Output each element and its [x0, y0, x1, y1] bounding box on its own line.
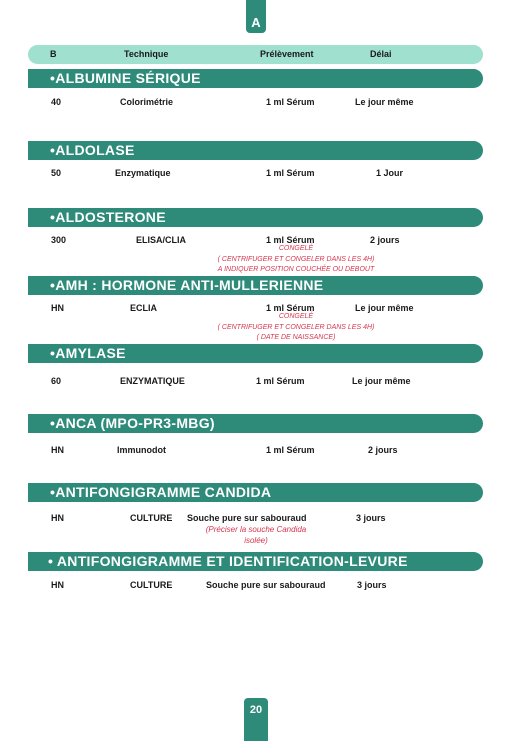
page-number: 20: [244, 698, 268, 741]
row-b: 40: [51, 97, 62, 107]
section-header: [28, 552, 483, 571]
note-line: isolée): [244, 536, 268, 545]
row-delai: 3 jours: [356, 513, 386, 523]
row-technique: CULTURE: [130, 580, 173, 590]
section-header: [28, 208, 483, 227]
section-header: [28, 276, 483, 295]
row-b: HN: [51, 513, 64, 523]
row-delai: Le jour même: [352, 376, 411, 386]
row-technique: Enzymatique: [115, 168, 171, 178]
row-b: HN: [51, 303, 64, 313]
row-prelevement: 1 ml Sérum: [266, 303, 315, 313]
section-title: •ANCA (MPO-PR3-MBG): [50, 415, 215, 431]
row-b: HN: [51, 580, 64, 590]
row-prelevement: Souche pure sur sabouraud: [206, 580, 326, 590]
row-prelevement: Souche pure sur sabouraud: [187, 513, 307, 523]
row-delai: 1 Jour: [376, 168, 404, 178]
letter-tab: A: [246, 0, 266, 33]
section-title: •ALBUMINE SÉRIQUE: [50, 70, 201, 86]
column-technique: Technique: [124, 49, 169, 59]
row-prelevement: 1 ml Sérum: [266, 168, 315, 178]
section-title: • ANTIFONGIGRAMME ET IDENTIFICATION-LEVURE: [48, 553, 408, 569]
column-header-row: [28, 45, 483, 64]
row-delai: 3 jours: [357, 580, 387, 590]
row-prelevement: 1 ml Sérum: [266, 235, 315, 245]
section-header: [28, 141, 483, 160]
section-title: •AMYLASE: [50, 345, 126, 361]
row-delai: 2 jours: [370, 235, 400, 245]
note-line: ( DATE DE NAISSANCE): [256, 334, 336, 341]
row-prelevement: 1 ml Sérum: [266, 97, 315, 107]
row-b: 60: [51, 376, 62, 386]
section-header: [28, 483, 483, 502]
row-prelevement: 1 ml Sérum: [266, 445, 315, 455]
note-line: CONGELÉ: [278, 313, 314, 320]
note-line: (Préciser la souche Candida: [205, 525, 307, 534]
row-delai: 2 jours: [368, 445, 398, 455]
row-delai: Le jour même: [355, 97, 414, 107]
row-b: 50: [51, 168, 62, 178]
row-technique: CULTURE: [130, 513, 173, 523]
column-b: B: [50, 49, 57, 59]
column-delai: Délai: [370, 49, 392, 59]
row-b: HN: [51, 445, 64, 455]
row-b: 300: [51, 235, 67, 245]
note-line: CONGELÉ: [278, 245, 314, 252]
section-title: •ANTIFONGIGRAMME CANDIDA: [50, 484, 272, 500]
row-delai: Le jour même: [355, 303, 414, 313]
note-line: ( CENTRIFUGER ET CONGELER DANS LES 4H): [217, 256, 375, 263]
section-header: [28, 69, 483, 88]
row-technique: ECLIA: [130, 303, 157, 313]
row-technique: ENZYMATIQUE: [120, 376, 185, 386]
row-technique: Immunodot: [117, 445, 166, 455]
section-header: [28, 414, 483, 433]
row-technique: Colorimétrie: [120, 97, 174, 107]
column-prelevement: Prélèvement: [260, 49, 314, 59]
section-title: •ALDOLASE: [50, 142, 135, 158]
row-technique: ELISA/CLIA: [136, 235, 187, 245]
section-title: •ALDOSTERONE: [50, 209, 166, 225]
note-line: A INDIQUER POSITION COUCHÉE OU DEBOUT: [217, 266, 375, 273]
section-title: •AMH : HORMONE ANTI-MULLERIENNE: [50, 277, 324, 293]
row-prelevement: 1 ml Sérum: [256, 376, 305, 386]
note-line: ( CENTRIFUGER ET CONGELER DANS LES 4H): [217, 324, 375, 331]
section-header: [28, 344, 483, 363]
